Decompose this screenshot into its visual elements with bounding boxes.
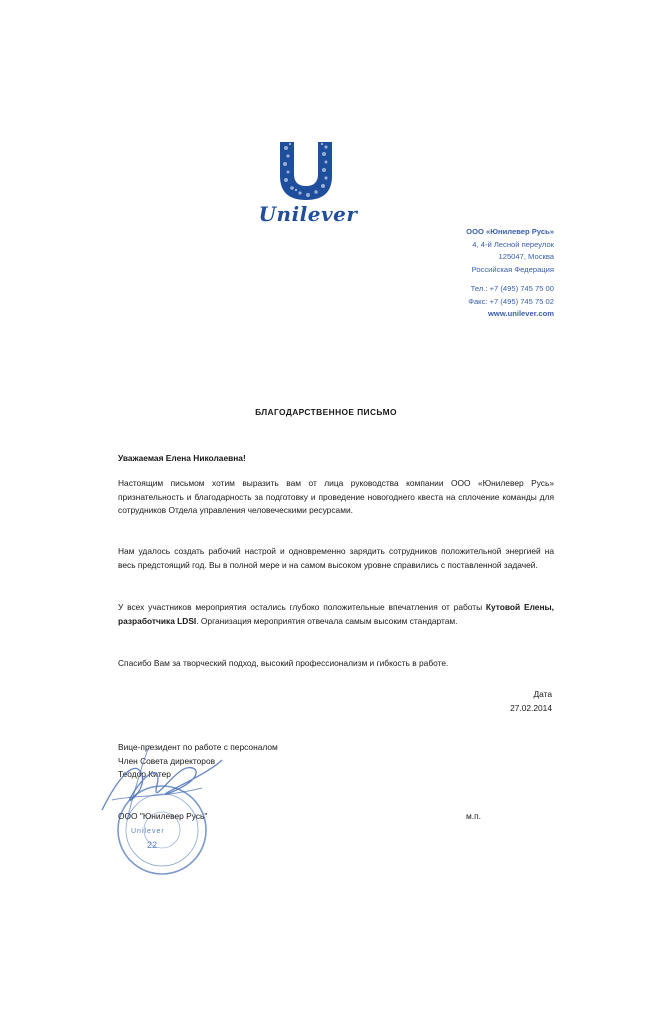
letter-paragraph-3 [118, 601, 554, 628]
date-value: 27.02.2014 [510, 702, 552, 713]
company-address [374, 226, 554, 321]
signatory-company: ООО "Юнилевер Русь" [118, 811, 208, 821]
letter-salutation: Уважаемая Елена Николаевна! [118, 453, 246, 463]
address-company: ООО «Юнилевер Русь» [466, 227, 554, 236]
address-phone: Тел.: +7 (495) 745 75 00 [470, 284, 554, 293]
seal-place-label: м.п. [466, 811, 481, 821]
paragraph-3-text-after: . Организация мероприятия отвечала самым высоким стандартам. [196, 615, 458, 626]
signatory-title: Вице-президент по работе с персоналом [118, 742, 278, 752]
letter-paragraph-2: Нам удалось создать рабочий настрой и одновременно зарядить сотрудников положительной энергией на весь предстоящий год. Вы в полной мере и на самом высоком уровне справились с поставленной задачей. [118, 546, 554, 570]
signatory-board-role: Член Совета директоров [118, 755, 216, 766]
unilever-logo-icon [276, 140, 336, 202]
address-postal: 125047, Москва [498, 252, 554, 261]
address-website: www.unilever.com [488, 309, 554, 318]
letter-paragraph-1: Настоящим письмом хотим выразить вам от лица руководства компании ООО «Юнилевер Русь» признательность и благодарность за подготовку и проведение новогоднего квеста на сплочение команды для сотрудников Отдела управления человеческими ресурсами. [118, 478, 554, 516]
date-block [510, 688, 552, 715]
handwritten-signature-icon [92, 740, 232, 830]
stamp-inner-text: Unilever [131, 828, 165, 835]
stamp-number: 22 [147, 840, 158, 850]
paragraph-3-bold-name: Кутовой Елены, разработчика LDSI [118, 602, 554, 626]
address-fax: Факс: +7 (495) 745 75 02 [468, 296, 554, 306]
signatory-name: Теодор Китер [118, 769, 171, 780]
letter-title: БЛАГОДАРСТВЕННОЕ ПИСЬМО [255, 407, 397, 417]
paragraph-3-text-before: У всех участников мероприятия остались глубоко положительные впечатления от работы [118, 602, 486, 612]
brand-wordmark: Unilever [258, 202, 358, 226]
address-street: 4, 4-й Лесной переулок [472, 239, 554, 249]
date-label: Дата [533, 689, 552, 699]
letter-paragraph-4: Спасибо Вам за творческий подход, высокий профессионализм и гибкость в работе. [118, 658, 449, 668]
address-country: Российская Федерация [471, 264, 554, 274]
